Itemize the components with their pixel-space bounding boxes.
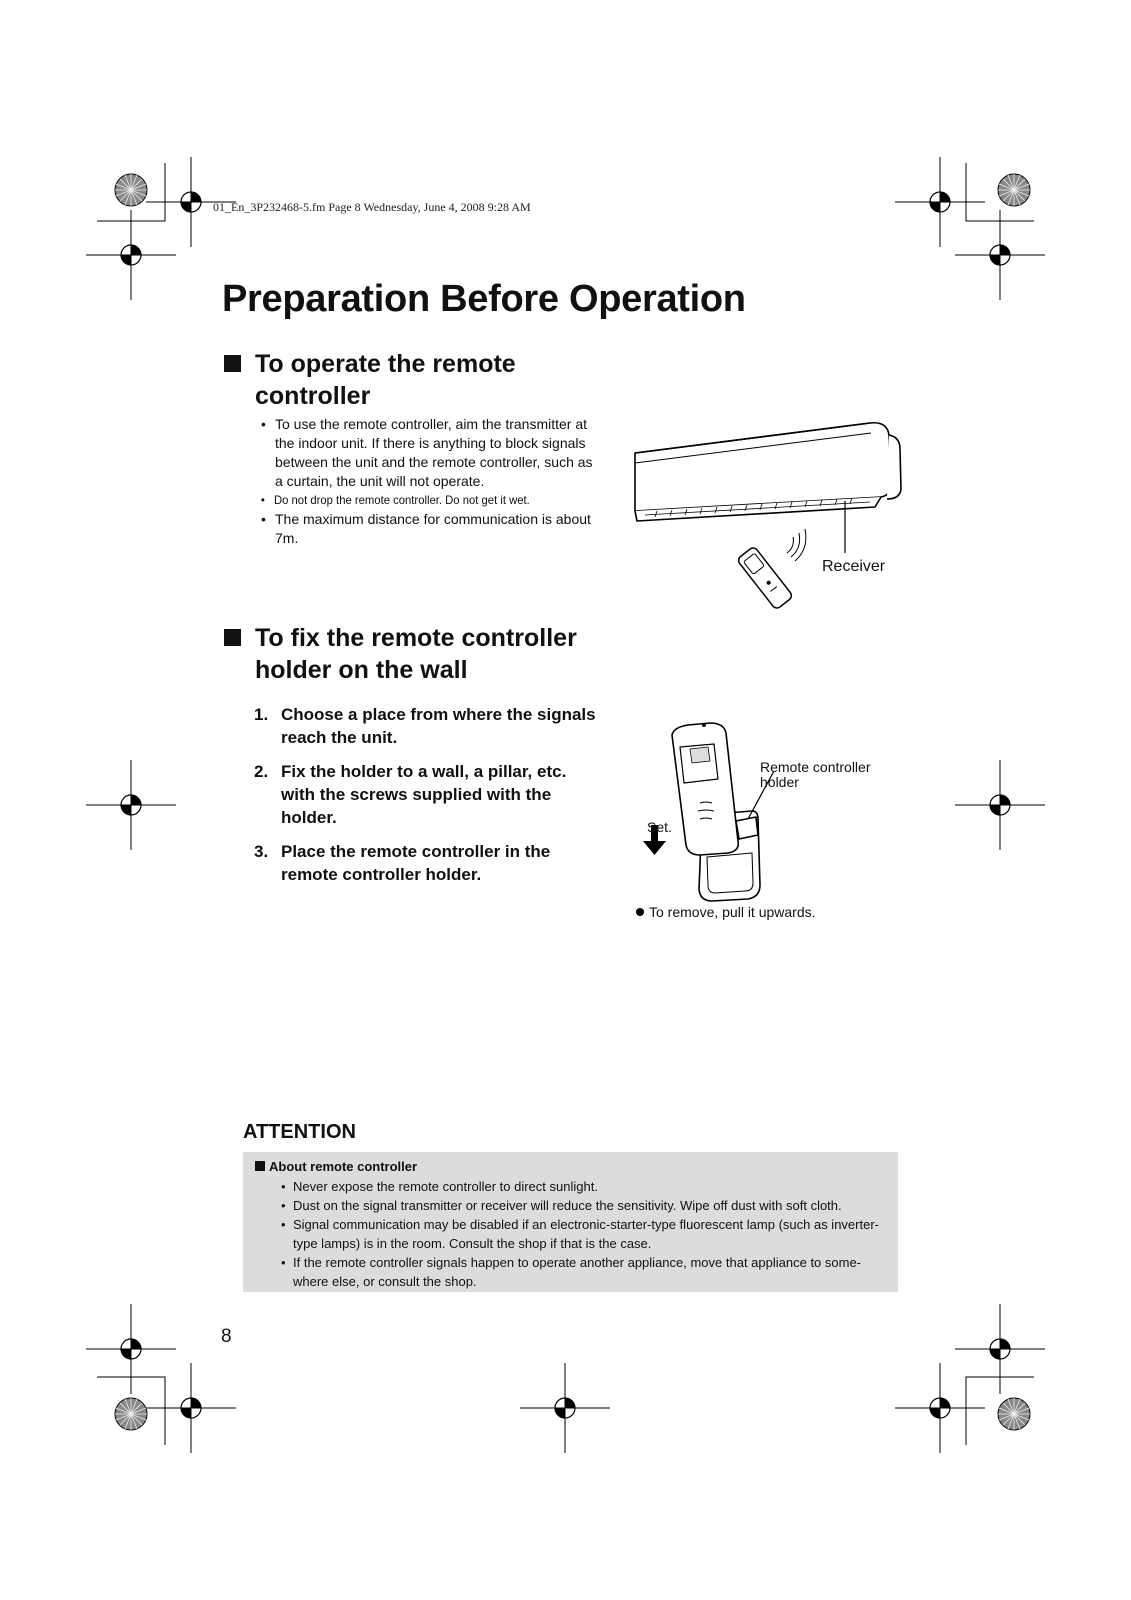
holder-label xyxy=(760,760,871,790)
step-number: 3. xyxy=(254,842,269,861)
registration-mark-icon xyxy=(955,1304,1045,1394)
registration-mark-icon xyxy=(86,1304,176,1394)
registration-mark-icon xyxy=(86,760,176,850)
list-item: • Never expose the remote controller to direct sunlight. xyxy=(281,1177,888,1196)
bullet-dot-icon xyxy=(636,908,644,916)
attention-box xyxy=(243,1152,898,1292)
section-heading-operate xyxy=(224,348,615,412)
star-target-icon xyxy=(115,174,147,206)
page-number: 8 xyxy=(221,1326,232,1347)
step-number: 1. xyxy=(254,705,269,724)
registration-mark-icon xyxy=(86,210,176,300)
star-target-icon xyxy=(998,1398,1030,1430)
attention-subtitle xyxy=(255,1158,888,1175)
attention-subtitle-text: About remote controller xyxy=(269,1159,418,1174)
section-heading-line: controller xyxy=(255,382,371,410)
file-info-header: 01_En_3P232468-5.fm Page 8 Wednesday, June 4, 2008 9:28 AM xyxy=(213,200,531,214)
remote-holder-illustration xyxy=(640,717,820,907)
step-text: Choose a place from where the signals reach the unit. xyxy=(281,705,596,747)
holder-label-line: holder xyxy=(760,774,799,790)
registration-mark-icon xyxy=(955,760,1045,850)
holder-steps-list xyxy=(254,703,599,897)
list-item xyxy=(254,703,599,749)
square-bullet-icon xyxy=(224,355,241,372)
holder-label-line: Remote controller xyxy=(760,759,871,775)
receiver-label: Receiver xyxy=(822,558,886,575)
star-target-icon xyxy=(115,1398,147,1430)
list-item: • If the remote controller signals happen to operate another appliance, move that appliance to some-where else, or consult the shop. xyxy=(281,1253,888,1291)
registration-mark-icon xyxy=(895,157,985,247)
star-target-icon xyxy=(998,174,1030,206)
square-bullet-icon xyxy=(224,629,241,646)
registration-mark-icon xyxy=(955,210,1045,300)
section-heading-line: To fix the remote controller xyxy=(255,624,577,652)
section-heading-holder xyxy=(224,622,635,686)
step-text: Fix the holder to a wall, a pillar, etc. with the screws supplied with the holder. xyxy=(281,762,567,827)
list-item: • Signal communication may be disabled if an electronic-starter-type fluorescent lamp (such as inverter-type lamps) is in the room. Consult the shop if that is the case. xyxy=(281,1215,888,1253)
registration-mark-icon xyxy=(520,1363,610,1453)
section-heading-line: holder on the wall xyxy=(255,656,468,684)
list-item xyxy=(254,760,599,829)
list-item: • To use the remote controller, aim the transmitter at the indoor unit. If there is anything to block signals between the unit and the remote controller, such as a curtain, the unit will not operate. xyxy=(258,415,603,491)
list-item xyxy=(254,840,599,886)
page-title: Preparation Before Operation xyxy=(222,278,746,320)
set-label: Set. xyxy=(647,819,672,835)
attention-title: ATTENTION xyxy=(243,1121,356,1143)
operate-bullet-list xyxy=(258,415,603,548)
indoor-unit-illustration xyxy=(625,415,925,615)
list-item: • Dust on the signal transmitter or receiver will reduce the sensitivity. Wipe off dust with soft cloth. xyxy=(281,1196,888,1215)
attention-list xyxy=(281,1177,888,1291)
square-bullet-icon xyxy=(255,1161,265,1171)
step-text: Place the remote controller in the remote controller holder. xyxy=(281,842,551,884)
remove-note xyxy=(636,905,816,920)
step-number: 2. xyxy=(254,762,269,781)
list-item: • The maximum distance for communication is about 7m. xyxy=(258,510,603,548)
list-item: • Do not drop the remote controller. Do not get it wet. xyxy=(258,491,582,510)
remove-note-text: To remove, pull it upwards. xyxy=(649,904,816,920)
section-heading-line: To operate the remote xyxy=(255,350,516,378)
